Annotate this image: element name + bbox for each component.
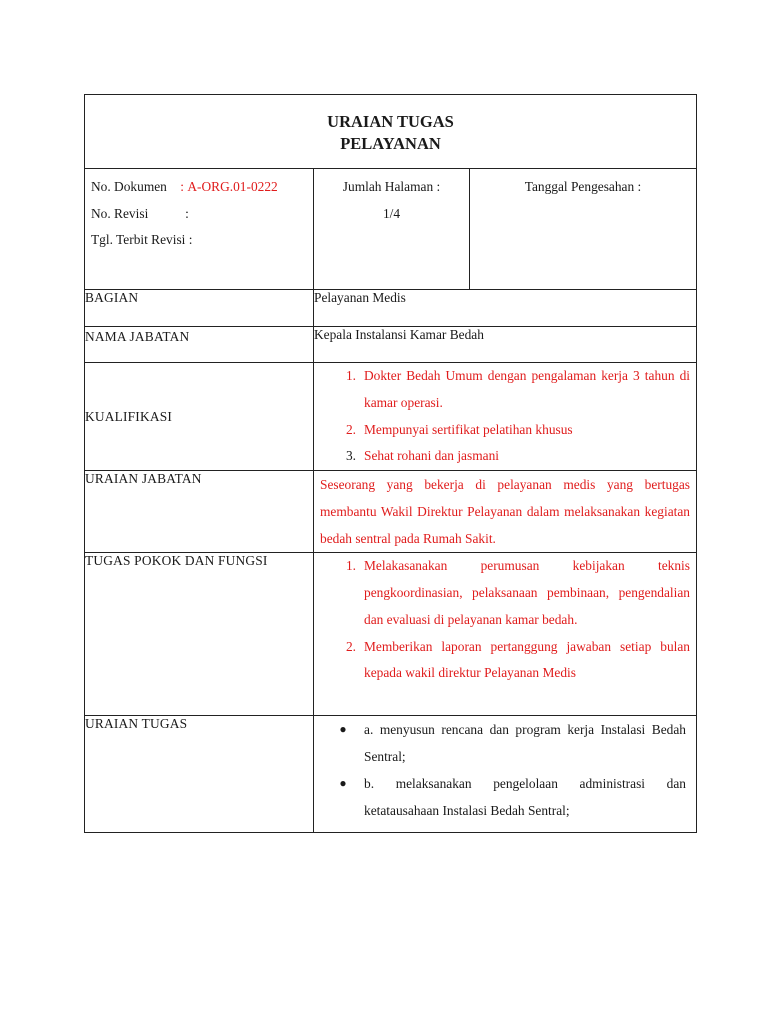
list-item: 2. Memberikan laporan pertanggung jawaban setiap bulan kepada wakil direktur Pelayanan Medis bbox=[345, 638, 690, 681]
bullet-icon: ● bbox=[339, 722, 347, 737]
page-count: 1/4 bbox=[382, 205, 401, 221]
nama-jabatan-value: Kepala Instalansi Kamar Bedah bbox=[314, 327, 697, 363]
tugas-pokok-label: TUGAS POKOK DAN FUNGSI bbox=[85, 553, 314, 716]
title-line-1: URAIAN TUGAS bbox=[327, 112, 454, 131]
uraian-tugas-cell bbox=[314, 716, 697, 833]
uraian-jabatan-text: Seseorang yang bekerja di pelayanan medis yang bertugas membantu Wakil Direktur Pelayanan dalam melaksanakan kegiatan bedah sentral pada Rumah Sakit. bbox=[320, 477, 690, 547]
list-item: ● b. melaksanakan pengelolaan administrasi dan ketatausahaan Instalasi Bedah Sentral; bbox=[314, 770, 696, 824]
document-title bbox=[85, 108, 696, 155]
document-info-cell bbox=[85, 169, 314, 290]
no-dokumen-line: No. Dokumen : A-ORG.01-0222 bbox=[91, 179, 278, 194]
uraian-tugas-label: URAIAN TUGAS bbox=[85, 716, 314, 833]
bagian-label: BAGIAN bbox=[85, 290, 314, 327]
bagian-value: Pelayanan Medis bbox=[314, 290, 697, 327]
list-item: 1. Dokter Bedah Umum dengan pengalaman kerja 3 tahun di kamar operasi. bbox=[345, 368, 690, 410]
document-number: A-ORG.01-0222 bbox=[187, 179, 278, 194]
tugas-pokok-cell bbox=[314, 553, 697, 716]
uraian-jabatan-cell bbox=[314, 471, 697, 553]
bullet-icon: ● bbox=[339, 776, 347, 791]
kualifikasi-label: KUALIFIKASI bbox=[85, 363, 314, 471]
list-item: ● a. menyusun rencana dan program kerja Instalasi Bedah Sentral; bbox=[314, 716, 696, 770]
page-approval-cell bbox=[314, 169, 697, 290]
uraian-jabatan-label: URAIAN JABATAN bbox=[85, 471, 314, 553]
list-item: 1. Melakasanakan perumusan kebijakan teknis pengkoordinasian, pelaksanaan pembinaan, pengendalian dan evaluasi di pelayanan kamar bedah. bbox=[345, 558, 690, 627]
job-description-table bbox=[84, 94, 697, 833]
jumlah-halaman-block: Jumlah Halaman : 1/4 bbox=[314, 169, 470, 289]
tanggal-pengesahan-block: Tanggal Pengesahan : bbox=[524, 179, 642, 194]
no-revisi-line: No. Revisi : bbox=[91, 205, 189, 221]
nama-jabatan-label: NAMA JABATAN bbox=[85, 327, 314, 363]
title-cell bbox=[85, 95, 697, 169]
kualifikasi-cell bbox=[314, 363, 697, 471]
list-item: 2. Mempunyai sertifikat pelatihan khusus bbox=[345, 421, 573, 437]
tgl-terbit-line: Tgl. Terbit Revisi : bbox=[91, 232, 193, 247]
list-item: 3. Sehat rohani dan jasmani bbox=[345, 448, 499, 464]
title-line-2: PELAYANAN bbox=[340, 134, 441, 153]
